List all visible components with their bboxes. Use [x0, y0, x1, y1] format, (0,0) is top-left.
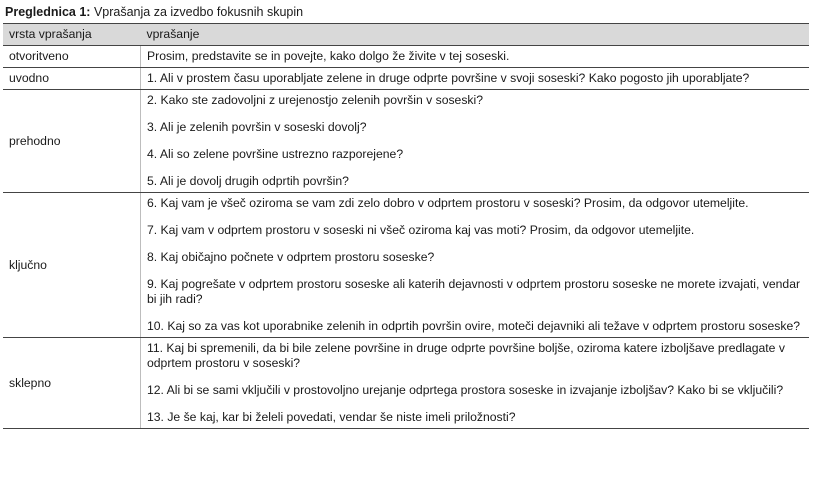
table-row: [3, 68, 809, 90]
question-type-transition: prehodno: [3, 90, 141, 193]
question-item: 13. Je še kaj, kar bi želeli povedati, vendar še niste imeli priložnosti?: [147, 410, 516, 424]
question-item: 4. Ali so zelene površine ustrezno razporejene?: [147, 147, 404, 161]
question-type-introductory: uvodno: [3, 68, 141, 90]
question-item: 3. Ali je zelenih površin v soseski dovolj?: [147, 120, 367, 134]
table-row: [3, 46, 809, 68]
question-type-closing: sklepno: [3, 338, 141, 429]
question-type-key: ključno: [3, 193, 141, 338]
question-cell: [141, 68, 810, 90]
question-item: 8. Kaj običajno počnete v odprtem prostoru soseske?: [147, 250, 435, 264]
question-item: 5. Ali je dovolj drugih odprtih površin?: [147, 174, 349, 188]
question-cell: [141, 338, 810, 429]
question-item: 9. Kaj pogrešate v odprtem prostoru soseske ali katerih dejavnosti v odprtem prostoru soseske ne morete izvajati, vendar bi jih radi?: [147, 277, 801, 306]
question-cell: [141, 90, 810, 193]
question-cell: [141, 46, 810, 68]
caption-text: Vprašanja za izvedbo fokusnih skupin: [93, 5, 304, 19]
question-type-opening: otvoritveno: [3, 46, 141, 68]
table-header-row: [3, 24, 809, 46]
question-item: 1. Ali v prostem času uporabljate zelene in druge odprte površine v svoji soseski? Kako pogosto jih uporabljate?: [147, 71, 750, 85]
table-row: [3, 338, 809, 429]
question-item: Prosim, predstavite se in povejte, kako dolgo že živite v tej soseski.: [147, 49, 510, 63]
header-question: vprašanje: [141, 24, 810, 46]
table-row: [3, 193, 809, 338]
table-caption: [5, 4, 303, 20]
caption-label: Preglednica 1:: [5, 5, 91, 19]
question-item: 2. Kako ste zadovoljni z urejenostjo zelenih površin v soseski?: [147, 93, 484, 107]
question-item: 7. Kaj vam v odprtem prostoru v soseski ni všeč oziroma kaj vas moti? Prosim, da odgovor utemeljite.: [147, 223, 695, 237]
question-item: 6. Kaj vam je všeč oziroma se vam zdi zelo dobro v odprtem prostoru v soseski? Prosim, da odgovor utemeljite.: [147, 196, 749, 210]
table-row: [3, 90, 809, 193]
question-item: 11. Kaj bi spremenili, da bi bile zelene površine in druge odprte površine boljše, oziroma katere izboljšave predlagate v odprtem prostoru v soseski?: [147, 341, 785, 370]
question-cell: [141, 193, 810, 338]
question-item: 12. Ali bi se sami vključili v prostovoljno urejanje odprtega prostora soseske in izvajanje izboljšav? Kako bi se vključili?: [147, 383, 784, 397]
header-question-type: vrsta vprašanja: [3, 24, 141, 46]
question-item: 10. Kaj so za vas kot uporabnike zelenih in odprtih površin ovire, moteči dejavniki ali težave v odprtem prostoru soseske?: [147, 319, 801, 333]
questions-table: [3, 23, 809, 429]
